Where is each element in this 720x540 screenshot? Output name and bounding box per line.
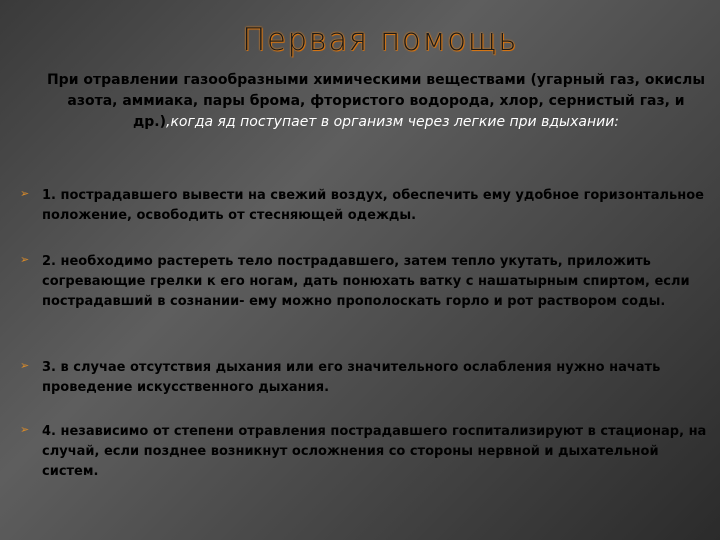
slide-title: Первая помощь <box>242 22 518 58</box>
list-item-text: 2. необходимо растереть тело пострадавшего, затем тепло укутать, приложить согревающие грелки к его ногам, дать понюхать ватку с нашатырным спиртом, если пострадавший в сознании- ему можно прополоскать горло и рот раствором соды. <box>42 254 690 309</box>
intro-italic-text: ,когда яд поступает в организм через легкие при вдыхании: <box>166 114 620 130</box>
list-item-text: 4. независимо от степени отравления пострадавшего госпитализируют в стационар, на случай, если позднее возникнут осложнения со стороны нервной и дыхательной систем. <box>42 424 707 479</box>
arrow-bullet-icon: ➢ <box>20 253 30 266</box>
intro-paragraph <box>38 70 714 133</box>
list-item-text: 3. в случае отсутствия дыхания или его значительного ослабления нужно начать проведение искусственного дыхания. <box>42 360 661 395</box>
arrow-bullet-icon: ➢ <box>20 187 30 200</box>
arrow-bullet-icon: ➢ <box>20 423 30 436</box>
intro-bold-text: При отравлении газообразными химическими веществами (угарный газ, окислы азота, аммиака, пары брома, фтористого водорода, хлор, сернистый газ, и др.) <box>46 72 706 130</box>
arrow-bullet-icon: ➢ <box>20 359 30 372</box>
list-item-text: 1. пострадавшего вывести на свежий воздух, обеспечить ему удобное горизонтальное положение, освободить от стесняющей одежды. <box>42 188 704 223</box>
